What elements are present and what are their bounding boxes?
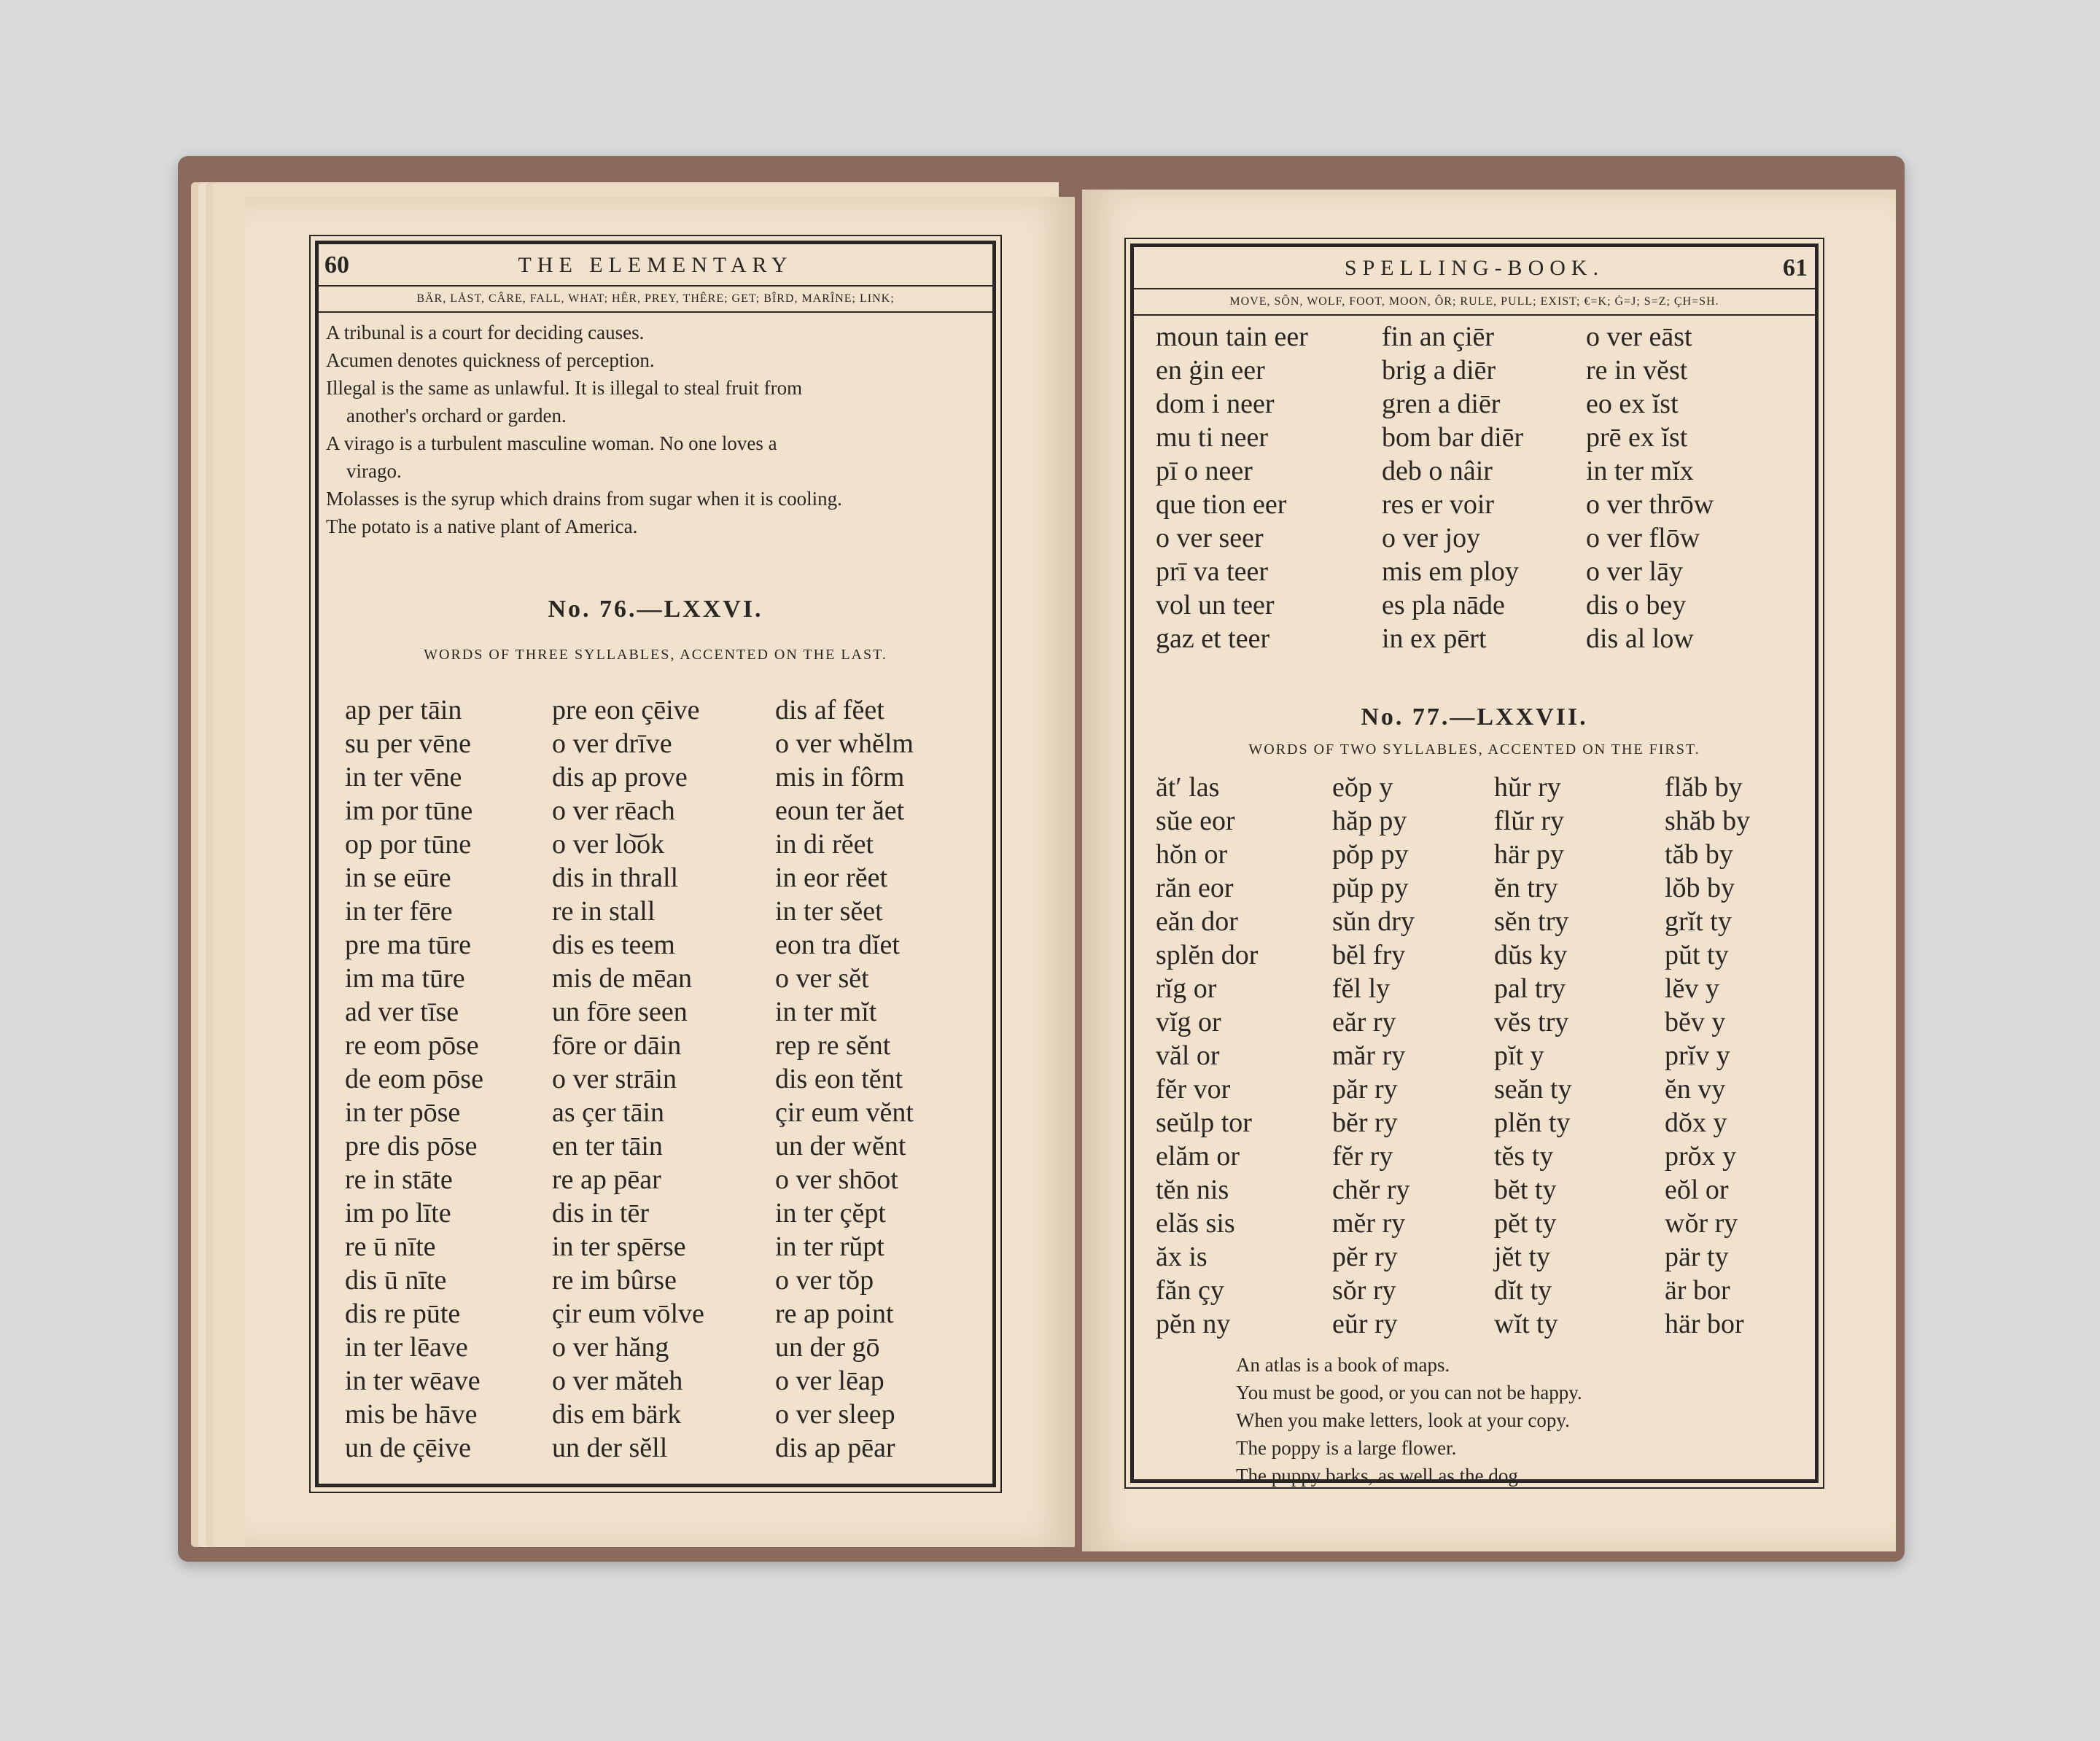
pronunciation-key: MOVE, SÔN, WOLF, FOOT, MOON, ÔR; RULE, PULL; EXIST; €=K; Ġ=J; S=Z; ÇH=SH. bbox=[1134, 288, 1815, 316]
word: sŏr ry bbox=[1332, 1275, 1396, 1306]
word: o ver shōot bbox=[775, 1164, 898, 1195]
word: pŭp py bbox=[1332, 873, 1409, 903]
word: o ver drīve bbox=[552, 728, 672, 759]
word: un der sĕll bbox=[552, 1433, 668, 1463]
word: bĕl fry bbox=[1332, 940, 1406, 970]
word: vol un teer bbox=[1156, 590, 1275, 620]
word: pĭt y bbox=[1494, 1040, 1544, 1071]
word: rep re sĕnt bbox=[775, 1030, 891, 1061]
word: sĕn try bbox=[1494, 906, 1569, 937]
word: o ver tŏp bbox=[775, 1265, 874, 1296]
word: prŏx y bbox=[1665, 1141, 1737, 1172]
word: in di rĕet bbox=[775, 829, 874, 860]
word: pal try bbox=[1494, 973, 1566, 1004]
right-page-frame bbox=[1130, 244, 1819, 1487]
sentence: A virago is a turbulent masculine woman. No one loves a bbox=[326, 432, 777, 454]
sentence: Molasses is the syrup which drains from sugar when it is cooling. bbox=[326, 488, 842, 510]
word: eăr ry bbox=[1332, 1007, 1396, 1037]
word-column bbox=[1494, 771, 1665, 1341]
word: es pla nāde bbox=[1382, 590, 1505, 620]
word: o ver seer bbox=[1156, 523, 1264, 553]
word: in ter rŭpt bbox=[775, 1231, 884, 1262]
sentence: Acumen denotes quickness of perception. bbox=[326, 349, 655, 371]
word: in ter mĭt bbox=[775, 997, 877, 1027]
word: re ap point bbox=[775, 1298, 894, 1329]
right-running-head bbox=[1134, 252, 1815, 284]
page-number: 61 bbox=[1783, 254, 1808, 281]
word-column bbox=[1586, 320, 1783, 655]
left-page bbox=[245, 197, 1075, 1547]
word: wĭt ty bbox=[1494, 1309, 1558, 1339]
sentence: An atlas is a book of maps. bbox=[1236, 1354, 1450, 1376]
word: moun tain eer bbox=[1156, 322, 1308, 352]
sentence: You must be good, or you can not be happy. bbox=[1236, 1382, 1582, 1403]
word: dis ap pēar bbox=[775, 1433, 895, 1463]
sentence: The potato is a native plant of America. bbox=[326, 515, 638, 537]
word-column bbox=[552, 693, 775, 1465]
word: o ver sĕt bbox=[775, 963, 869, 994]
word: lĕv y bbox=[1665, 973, 1719, 1004]
word: seŭlp tor bbox=[1156, 1107, 1252, 1138]
sentence: The poppy is a large flower. bbox=[1236, 1437, 1457, 1459]
word: bom bar diēr bbox=[1382, 422, 1524, 453]
word: dis o bey bbox=[1586, 590, 1687, 620]
left-running-head bbox=[319, 249, 992, 281]
word: in ter lēave bbox=[345, 1332, 468, 1363]
word: re in stāte bbox=[345, 1164, 453, 1195]
word: tĕs ty bbox=[1494, 1141, 1554, 1172]
word-column bbox=[1332, 771, 1494, 1341]
word: fin an çiēr bbox=[1382, 322, 1495, 352]
word: su per vēne bbox=[345, 728, 472, 759]
word: brig a diēr bbox=[1382, 355, 1496, 386]
word: pär ty bbox=[1665, 1242, 1729, 1272]
word: eon tra dĭet bbox=[775, 930, 900, 960]
open-book bbox=[178, 156, 1905, 1562]
word: mis in fôrm bbox=[775, 762, 905, 792]
word: en ġin eer bbox=[1156, 355, 1265, 386]
word-column bbox=[1156, 320, 1382, 655]
word: prĭv y bbox=[1665, 1040, 1730, 1071]
word-column bbox=[775, 693, 972, 1465]
running-title: SPELLING-BOOK. bbox=[1344, 256, 1605, 280]
word: văl or bbox=[1156, 1040, 1220, 1071]
word: mu ti neer bbox=[1156, 422, 1269, 453]
word: re ap pēar bbox=[552, 1164, 661, 1195]
word: eŏp y bbox=[1332, 772, 1393, 803]
word: hŭr ry bbox=[1494, 772, 1561, 803]
pronunciation-key: BÄR, LÅST, CÂRE, FALL, WHAT; HÊR, PREY, THÊRE; GET; BÎRD, MARÎNE; LINK; bbox=[319, 285, 992, 313]
word: in ter wēave bbox=[345, 1366, 481, 1396]
word: eŏl or bbox=[1665, 1175, 1729, 1205]
word: in ter pōse bbox=[345, 1097, 461, 1128]
word: un fōre seen bbox=[552, 997, 688, 1027]
word: är bor bbox=[1665, 1275, 1730, 1306]
word: här bor bbox=[1665, 1309, 1744, 1339]
word: vĭg or bbox=[1156, 1007, 1221, 1037]
word: pī o neer bbox=[1156, 456, 1253, 486]
lesson-heading: No. 76.—LXXVI. bbox=[548, 596, 763, 623]
word-columns bbox=[345, 693, 972, 1465]
left-page-frame bbox=[315, 241, 996, 1487]
word: re in vĕst bbox=[1586, 355, 1688, 386]
word: wŏr ry bbox=[1665, 1208, 1738, 1239]
word: prī va teer bbox=[1156, 556, 1269, 587]
word: ĕn try bbox=[1494, 873, 1558, 903]
word: răn eor bbox=[1156, 873, 1234, 903]
word: un de çēive bbox=[345, 1433, 472, 1463]
word: pĕr ry bbox=[1332, 1242, 1398, 1272]
word: en ter tāin bbox=[552, 1131, 663, 1161]
word: ad ver tīse bbox=[345, 997, 459, 1027]
word: elăs sis bbox=[1156, 1208, 1235, 1239]
word: ĕn vy bbox=[1665, 1074, 1726, 1105]
page-number: 60 bbox=[324, 252, 349, 279]
word: chĕr ry bbox=[1332, 1175, 1410, 1205]
sentence: The puppy barks, as well as the dog. bbox=[1236, 1465, 1523, 1487]
word: eo ex ĭst bbox=[1586, 389, 1679, 419]
word: dis ap prove bbox=[552, 762, 688, 792]
word: dis al low bbox=[1586, 623, 1694, 654]
word: re eom pōse bbox=[345, 1030, 479, 1061]
word: im ma tūre bbox=[345, 963, 465, 994]
word: mis de mēan bbox=[552, 963, 693, 994]
word: ap per tāin bbox=[345, 695, 462, 725]
right-sentences bbox=[1236, 1351, 1805, 1489]
word: hăp py bbox=[1332, 806, 1407, 836]
word: sŭe eor bbox=[1156, 806, 1235, 836]
word: mis be hāve bbox=[345, 1399, 478, 1430]
word: fĕr ry bbox=[1332, 1141, 1393, 1172]
word: deb o nâir bbox=[1382, 456, 1493, 486]
word: bĕt ty bbox=[1494, 1175, 1557, 1205]
word: in eor rĕet bbox=[775, 862, 888, 893]
word: o ver rēach bbox=[552, 795, 675, 826]
word: pŏp py bbox=[1332, 839, 1409, 870]
word: păr ry bbox=[1332, 1074, 1398, 1105]
word: dĭt ty bbox=[1494, 1275, 1552, 1306]
word: vĕs try bbox=[1494, 1007, 1569, 1037]
word: eŭr ry bbox=[1332, 1309, 1398, 1339]
word: sŭn dry bbox=[1332, 906, 1415, 937]
word: dis in tēr bbox=[552, 1198, 649, 1228]
word: hŏn or bbox=[1156, 839, 1228, 870]
word: fĕl ly bbox=[1332, 973, 1391, 1004]
word: un der wĕnt bbox=[775, 1131, 906, 1161]
word: o ver lo͝ok bbox=[552, 829, 665, 860]
word: pre dis pōse bbox=[345, 1131, 478, 1161]
word: jĕt ty bbox=[1494, 1242, 1551, 1272]
running-title: THE ELEMENTARY bbox=[518, 253, 793, 277]
word: im po līte bbox=[345, 1198, 451, 1228]
word: grĭt ty bbox=[1665, 906, 1732, 937]
sentence: virago. bbox=[346, 460, 402, 482]
word: in ter sĕet bbox=[775, 896, 883, 927]
word: in ter çĕpt bbox=[775, 1198, 886, 1228]
word: dŏx y bbox=[1665, 1107, 1727, 1138]
word: dis ū nīte bbox=[345, 1265, 447, 1296]
word: făn çy bbox=[1156, 1275, 1224, 1306]
word: de eom pōse bbox=[345, 1064, 483, 1094]
word: o ver lēap bbox=[775, 1366, 884, 1396]
word: pĕt ty bbox=[1494, 1208, 1557, 1239]
word: dis in thrall bbox=[552, 862, 679, 893]
lesson-heading: No. 77.—LXXVII. bbox=[1361, 704, 1588, 731]
word: dis af fĕet bbox=[775, 695, 884, 725]
word: fōre or dāin bbox=[552, 1030, 682, 1061]
word: här py bbox=[1494, 839, 1565, 870]
word: in ter vēne bbox=[345, 762, 462, 792]
word: çir eum vōlve bbox=[552, 1298, 704, 1329]
word: dis es teem bbox=[552, 930, 675, 960]
word: pŭt ty bbox=[1665, 940, 1729, 970]
word: ăx is bbox=[1156, 1242, 1208, 1272]
word: in ter mĭx bbox=[1586, 456, 1694, 486]
word: o ver măteh bbox=[552, 1366, 683, 1396]
word: o ver sleep bbox=[775, 1399, 895, 1430]
word: pre eon çēive bbox=[552, 695, 700, 725]
word: re im bûrse bbox=[552, 1265, 677, 1296]
word: pĕn ny bbox=[1156, 1309, 1231, 1339]
word: çir eum vĕnt bbox=[775, 1097, 914, 1128]
word: re ū nīte bbox=[345, 1231, 436, 1262]
word: o ver whĕlm bbox=[775, 728, 914, 759]
word: elăm or bbox=[1156, 1141, 1240, 1172]
word: in se eūre bbox=[345, 862, 451, 893]
word: măr ry bbox=[1332, 1040, 1406, 1071]
word: as çer tāin bbox=[552, 1097, 665, 1128]
word: o ver thrōw bbox=[1586, 489, 1714, 520]
word: eoun ter ăet bbox=[775, 795, 905, 826]
word: lŏb by bbox=[1665, 873, 1735, 903]
sentence: Illegal is the same as unlawful. It is illegal to steal fruit from bbox=[326, 377, 803, 399]
word: o ver flōw bbox=[1586, 523, 1700, 553]
word-column bbox=[1382, 320, 1586, 655]
sentence: A tribunal is a court for deciding causes. bbox=[326, 322, 645, 343]
word: gaz et teer bbox=[1156, 623, 1270, 654]
word: bĕv y bbox=[1665, 1007, 1726, 1037]
word: dis em bärk bbox=[552, 1399, 682, 1430]
left-sentences bbox=[326, 319, 982, 540]
word: bĕr ry bbox=[1332, 1107, 1398, 1138]
word: mĕr ry bbox=[1332, 1208, 1406, 1239]
word-column bbox=[1156, 771, 1332, 1341]
word: pre ma tūre bbox=[345, 930, 472, 960]
word: tĕn nis bbox=[1156, 1175, 1229, 1205]
word: mis em ploy bbox=[1382, 556, 1519, 587]
word: seăn ty bbox=[1494, 1074, 1572, 1105]
word: dom i neer bbox=[1156, 389, 1275, 419]
sentence: When you make letters, look at your copy. bbox=[1236, 1409, 1570, 1431]
word: dŭs ky bbox=[1494, 940, 1568, 970]
word: gren a diēr bbox=[1382, 389, 1501, 419]
word: dis re pūte bbox=[345, 1298, 461, 1329]
sentence: another's orchard or garden. bbox=[346, 405, 567, 427]
bottom-word-columns bbox=[1156, 771, 1803, 1341]
word: rĭg or bbox=[1156, 973, 1217, 1004]
word: un der gō bbox=[775, 1332, 880, 1363]
word: flŭr ry bbox=[1494, 806, 1565, 836]
word: splĕn dor bbox=[1156, 940, 1259, 970]
word: plĕn ty bbox=[1494, 1107, 1571, 1138]
word: in ter fēre bbox=[345, 896, 453, 927]
word: dis eon tĕnt bbox=[775, 1064, 903, 1094]
word-column bbox=[1665, 771, 1803, 1341]
word: shăb by bbox=[1665, 806, 1751, 836]
word: in ex pērt bbox=[1382, 623, 1487, 654]
right-page bbox=[1082, 190, 1896, 1551]
top-word-columns bbox=[1156, 320, 1783, 655]
word: ăt′ las bbox=[1156, 772, 1220, 803]
word: eăn dor bbox=[1156, 906, 1238, 937]
word: im por tūne bbox=[345, 795, 473, 826]
word: que tion eer bbox=[1156, 489, 1287, 520]
word: prē ex ĭst bbox=[1586, 422, 1688, 453]
word: op por tūne bbox=[345, 829, 472, 860]
word: re in stall bbox=[552, 896, 656, 927]
word-column bbox=[345, 693, 552, 1465]
word: o ver lāy bbox=[1586, 556, 1683, 587]
word: o ver hăng bbox=[552, 1332, 669, 1363]
word: flăb by bbox=[1665, 772, 1743, 803]
lesson-subheading: WORDS OF TWO SYLLABLES, ACCENTED ON THE FIRST. bbox=[1248, 741, 1700, 757]
word: fĕr vor bbox=[1156, 1074, 1231, 1105]
word: res er voir bbox=[1382, 489, 1495, 520]
word: tăb by bbox=[1665, 839, 1733, 870]
word: o ver joy bbox=[1382, 523, 1481, 553]
word: o ver strāin bbox=[552, 1064, 677, 1094]
lesson-subheading: WORDS OF THREE SYLLABLES, ACCENTED ON THE LAST. bbox=[424, 647, 887, 663]
word: o ver eāst bbox=[1586, 322, 1692, 352]
word: in ter spērse bbox=[552, 1231, 686, 1262]
